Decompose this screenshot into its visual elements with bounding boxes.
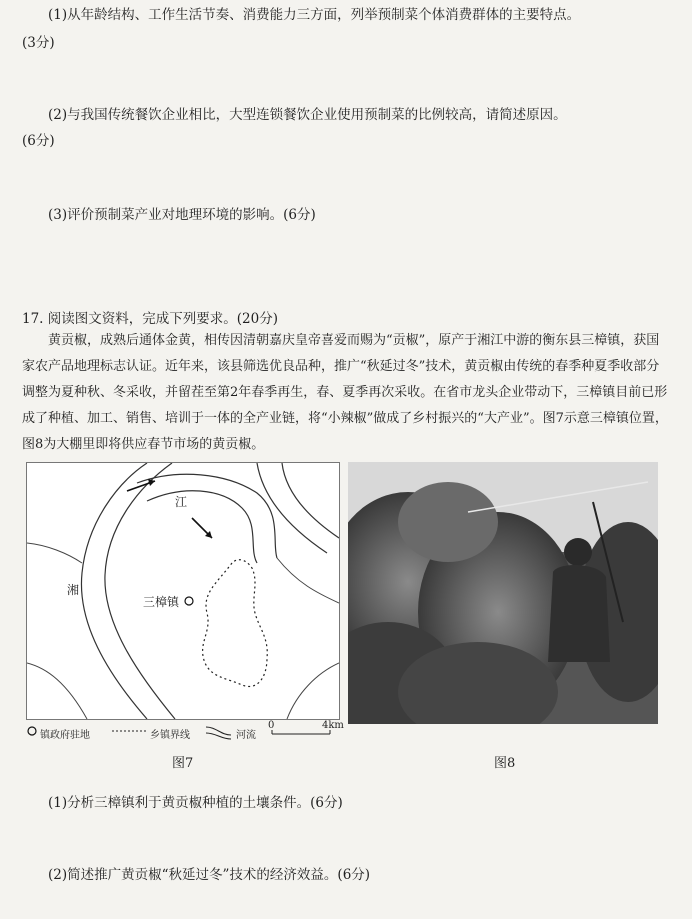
map-legend xyxy=(26,722,346,742)
worker-body xyxy=(548,565,610,662)
stream xyxy=(27,543,82,563)
xiang-river-bank xyxy=(105,463,175,719)
figure8-photo xyxy=(348,462,658,724)
stream-2 xyxy=(277,558,339,603)
q17-paragraph: 黄贡椒，成熟后通体金黄，相传因清朝嘉庆皇帝喜爱而赐为“贡椒”，原产于湘江中游的衡东县三樟镇，获国家农产品地理标志认证。近年来，该县筛选优良品种，推广“秋延过冬”技术，黄贡椒由传统的春季种夏季收部分调整为夏种秋、冬采收，并留茬至第2年春季再生，春、夏季再次采收。在省市龙头企业带动下，三樟镇目前已形成了种植、加工、销售、培训于一体的全产业链，将“小辣椒”做成了乡村振兴的“大产业”。图7示意三樟镇位置，图8为大棚里即将供应春节市场的黄贡椒。 xyxy=(22,333,668,452)
river-label-xiang: 湘 xyxy=(67,583,80,597)
xiang-river xyxy=(81,463,147,719)
legend-town-seat: 镇政府驻地 xyxy=(40,730,90,741)
photo-drawing xyxy=(348,462,658,724)
jiang-river xyxy=(137,474,277,558)
q16-2-score: (6分) xyxy=(22,133,55,149)
town-seat-marker xyxy=(185,597,193,605)
river-label-jiang: 江 xyxy=(175,495,188,509)
q17-title: 17. 阅读图文资料，完成下列要求。(20分) xyxy=(22,311,278,327)
town-label: 三樟镇 xyxy=(143,595,180,609)
q16-3-text: (3)评价预制菜产业对地理环境的影响。(6分) xyxy=(48,207,316,223)
legend-river: 河流 xyxy=(236,730,256,741)
river-upper-right-bank xyxy=(282,463,339,538)
scale-end: 4km xyxy=(322,720,344,731)
river-upper-right xyxy=(257,463,327,553)
q16-2-text: (2)与我国传统餐饮企业相比，大型连锁餐饮企业使用预制菜的比例较高，请简述原因。 xyxy=(48,107,567,123)
worker-head xyxy=(564,538,592,566)
figure8-caption: 图8 xyxy=(494,756,516,771)
legend-boundary: 乡镇界线 xyxy=(150,730,190,741)
scale-start: 0 xyxy=(268,720,275,731)
figure7-caption: 图7 xyxy=(172,756,194,771)
q16-1-score: (3分) xyxy=(22,35,55,51)
q17-1-text: (1)分析三樟镇利于黄贡椒种植的土壤条件。(6分) xyxy=(48,795,343,811)
township-boundary xyxy=(203,560,268,687)
stream-4 xyxy=(287,663,339,719)
q16-1-text: (1)从年龄结构、工作生活节奏、消费能力三方面，列举预制菜个体消费群体的主要特点。 xyxy=(48,7,581,23)
stream-3 xyxy=(27,663,87,719)
figure7-map xyxy=(26,462,340,720)
q17-2-text: (2)简述推广黄贡椒“秋延过冬”技术的经济效益。(6分) xyxy=(48,867,371,883)
